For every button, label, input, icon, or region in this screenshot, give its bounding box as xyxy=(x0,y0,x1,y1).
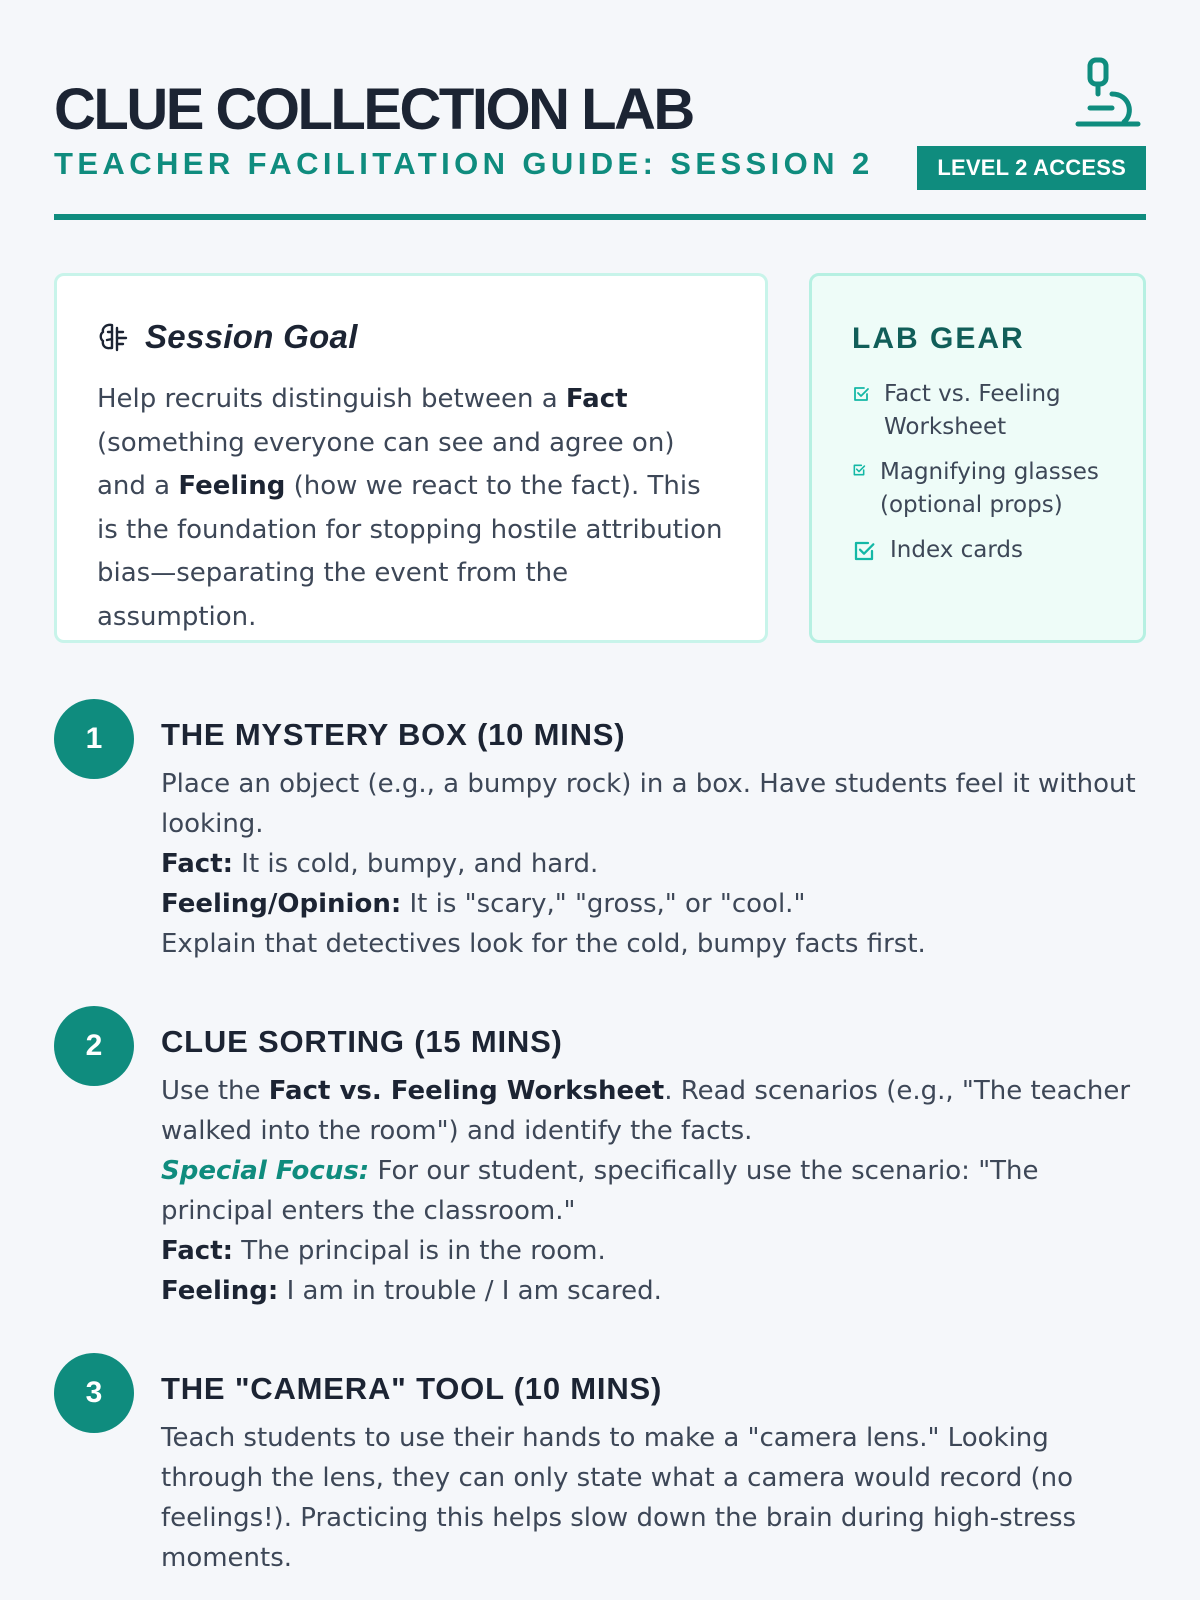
session-goal-title: Session Goal xyxy=(145,318,358,355)
page-title: CLUE COLLECTION LAB xyxy=(54,77,693,142)
top-cards xyxy=(54,273,1146,643)
intro-text: . Read scenarios (e.g., "The teacher walked into the room") and identify the facts. xyxy=(161,1076,1131,1146)
intro-text: Use the xyxy=(161,1076,269,1106)
worksheet-name: Fact vs. Feeling Worksheet xyxy=(268,1076,665,1106)
brain-icon xyxy=(97,320,131,354)
session-goal-header xyxy=(97,318,725,356)
step-feeling-line xyxy=(161,884,1146,924)
step-title: CLUE SORTING (15 MINS) xyxy=(161,1024,563,1059)
step-number-badge: 1 xyxy=(54,699,134,779)
lab-gear-title: LAB GEAR xyxy=(852,322,1025,355)
step-title: THE MYSTERY BOX (10 MINS) xyxy=(161,717,626,752)
list-item xyxy=(852,456,1115,522)
step-outro: Explain that detectives look for the cold, bumpy facts first. xyxy=(161,929,926,959)
microscope-icon xyxy=(1072,56,1144,130)
checkbox-checked-icon xyxy=(852,463,866,477)
goal-feeling-word: Feeling xyxy=(178,471,286,501)
step-number-badge: 2 xyxy=(54,1006,134,1086)
feeling-text: It is "scary," "gross," or "cool." xyxy=(401,889,806,919)
lab-gear-item-label: Fact vs. Feeling Worksheet xyxy=(884,381,1061,440)
session-goal-text xyxy=(97,378,725,639)
special-focus-text: For our student, specifically use the scenario: "The principal enters the classroom." xyxy=(161,1156,1039,1226)
goal-fact-word: Fact xyxy=(565,384,628,414)
access-badge: LEVEL 2 ACCESS xyxy=(917,146,1146,190)
session-goal-card xyxy=(54,273,768,643)
feeling-text: I am in trouble / I am scared. xyxy=(278,1276,662,1306)
feeling-label: Feeling: xyxy=(161,1276,279,1306)
fact-label: Fact: xyxy=(161,1236,234,1266)
goal-text-part: (how we react to the fact). This is the foundation for stopping hostile attribution bias—separating the event from the assumption. xyxy=(97,471,723,632)
step-number-badge: 3 xyxy=(54,1353,134,1433)
step-intro xyxy=(161,1071,1146,1151)
step-fact-line xyxy=(161,844,1146,884)
lab-gear-item-label: Index cards xyxy=(890,537,1024,563)
step-title: THE "CAMERA" TOOL (10 MINS) xyxy=(161,1371,663,1406)
goal-text-part: (something everyone can see and agree on) and a xyxy=(97,427,675,501)
fact-label: Fact: xyxy=(161,849,234,879)
step-3 xyxy=(54,1353,1146,1578)
lab-gear-item-label: Magnifying glasses (optional props) xyxy=(880,459,1099,518)
step-text: Teach students to use their hands to make a "camera lens." Looking through the lens, they can only state what a camera would record (no feelings!). Practicing this helps slow down the brain during high-stress moments. xyxy=(161,1423,1077,1573)
step-2 xyxy=(54,1006,1146,1311)
list-item xyxy=(852,534,1115,567)
feeling-label: Feeling/Opinion: xyxy=(161,889,402,919)
step-1 xyxy=(54,699,1146,964)
step-body xyxy=(161,1418,1146,1578)
page-subtitle: TEACHER FACILITATION GUIDE: SESSION 2 xyxy=(54,146,874,181)
step-fact-line xyxy=(161,1231,1146,1271)
header xyxy=(54,56,1146,220)
checkbox-checked-icon xyxy=(852,539,876,563)
step-special-focus xyxy=(161,1151,1146,1231)
list-item xyxy=(852,378,1115,444)
checkbox-checked-icon xyxy=(852,385,870,403)
step-intro: Place an object (e.g., a bumpy rock) in a box. Have students feel it without looking. xyxy=(161,769,1136,839)
goal-text-part: Help recruits distinguish between a xyxy=(97,384,566,414)
step-body xyxy=(161,1071,1146,1311)
step-body xyxy=(161,764,1146,964)
lab-gear-list xyxy=(852,378,1115,567)
step-feeling-line xyxy=(161,1271,1146,1311)
fact-text: It is cold, bumpy, and hard. xyxy=(233,849,599,879)
steps-list xyxy=(54,699,1146,1578)
lab-gear-card xyxy=(809,273,1146,643)
special-focus-label: Special Focus: xyxy=(161,1156,370,1186)
fact-text: The principal is in the room. xyxy=(233,1236,606,1266)
